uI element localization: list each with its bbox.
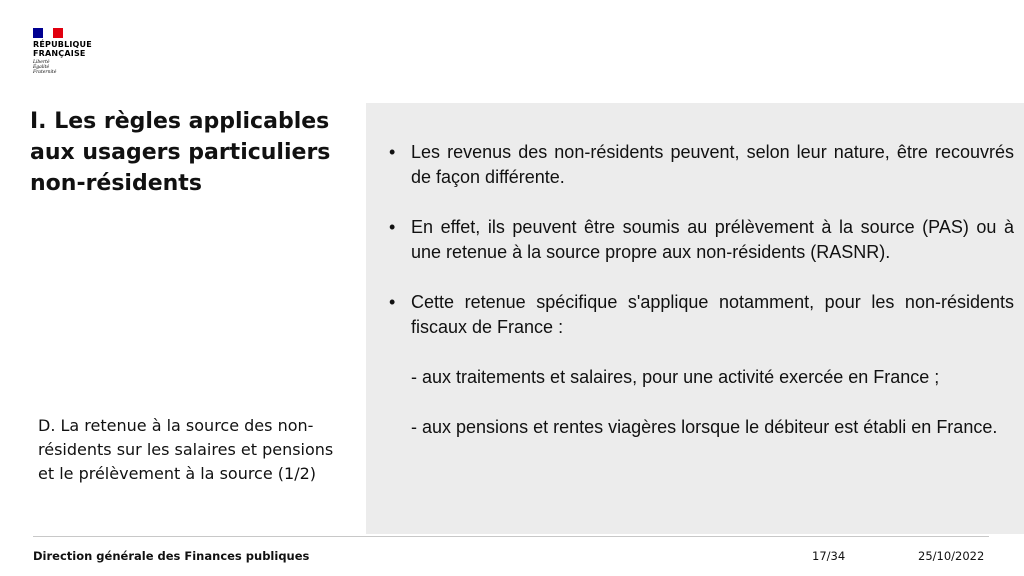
- logo-line-2: FRANÇAISE: [33, 49, 86, 58]
- bullet-text: En effet, ils peuvent être soumis au prélèvement à la source (PAS) ou à une retenue à la source propre aux non-résidents (RASNR).: [411, 217, 1014, 262]
- slide-title: I. Les règles applicables aux usagers particuliers non-résidents: [30, 109, 331, 196]
- bullet-item: [389, 140, 1014, 190]
- bullet-dot-icon: •: [389, 292, 396, 312]
- bullet-item: [389, 215, 1014, 265]
- footer-organization: Direction générale des Finances publiques: [33, 549, 310, 563]
- sub-item: - aux pensions et rentes viagères lorsque le débiteur est établi en France.: [411, 417, 998, 437]
- slide-subtitle: D. La retenue à la source des non-résidents sur les salaires et pensions et le prélèvement à la source (1/2): [38, 416, 334, 483]
- logo-title: [33, 40, 92, 58]
- sub-item: - aux traitements et salaires, pour une activité exercée en France ;: [411, 367, 940, 387]
- logo-line-1: RÉPUBLIQUE: [33, 40, 92, 49]
- republique-francaise-logo: [33, 28, 108, 80]
- bullet-text: Cette retenue spécifique s'applique notamment, pour les non-résidents fiscaux de France :: [411, 292, 1014, 337]
- page-number: 17/34: [812, 549, 846, 563]
- bullet-dot-icon: •: [389, 217, 396, 237]
- bullet-dot-icon: •: [389, 142, 396, 162]
- bullet-item: [389, 290, 1014, 340]
- bullet-text: Les revenus des non-résidents peuvent, selon leur nature, être recouvrés de façon différente.: [411, 142, 1014, 187]
- logo-motto-3: Fraternité: [33, 70, 57, 75]
- bullet-list: [389, 140, 1014, 440]
- footer-date: 25/10/2022: [918, 549, 985, 563]
- marianne-flag-icon: [33, 28, 63, 38]
- logo-motto-1: Liberté: [33, 60, 50, 65]
- logo-motto: [33, 60, 56, 75]
- footer-divider: [33, 536, 989, 537]
- logo-motto-2: Égalité: [33, 65, 50, 70]
